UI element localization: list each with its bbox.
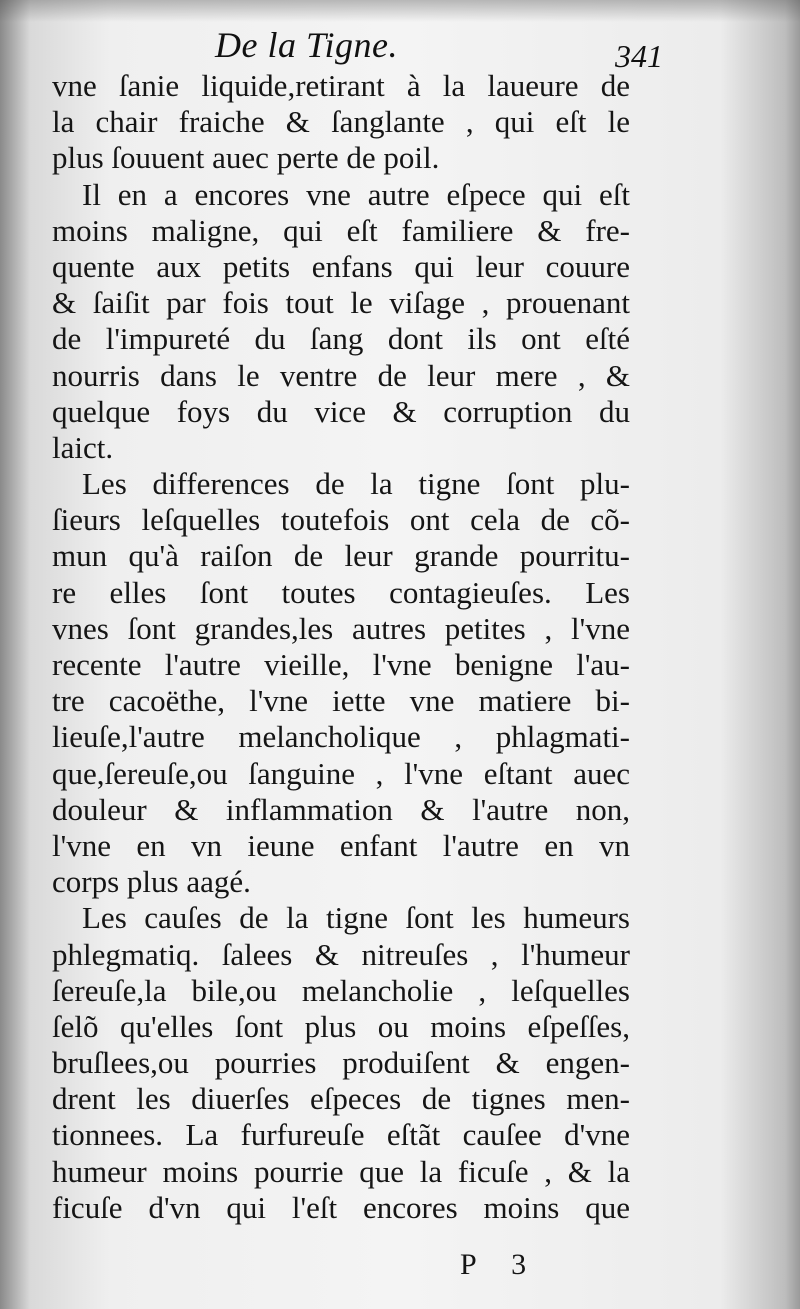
text-line: ſereuſe,la bile,ou melancholie , leſquelles — [52, 972, 630, 1008]
signature-mark: P 3 — [460, 1248, 541, 1281]
page-header — [55, 18, 663, 74]
text-line: corps plus aagé. — [52, 864, 251, 900]
text-line: ſelõ qu'elles ſont plus ou moins eſpeſſes, — [52, 1008, 630, 1044]
text-line: lieuſe,l'autre melancholique , phlagmati- — [52, 719, 630, 755]
text-line: vnes ſont grandes,les autres petites , l'vne — [52, 610, 630, 646]
text-line: plus ſouuent auec perte de poil. — [52, 140, 440, 176]
text-line: drent les diuerſes eſpeces de tignes men- — [52, 1081, 630, 1117]
page-footer — [460, 1248, 580, 1288]
text-line: recente l'autre vieille, l'vne benigne l'au- — [52, 647, 630, 682]
text-line: phlegmatiq. ſalees & nitreuſes , l'humeur — [52, 936, 630, 972]
text-line: la chair fraiche & ſanglante , qui eſt le — [52, 104, 630, 140]
text-line: quente aux petits enfans qui leur couure — [52, 248, 630, 284]
text-line: & ſaiſit par fois tout le viſage , prouenant — [52, 285, 630, 321]
text-line: quelque foys du vice & corruption du — [52, 393, 630, 429]
text-line: de l'impureté du ſang dont ils ont eſté — [52, 321, 630, 357]
text-line: mun qu'à raiſon de leur grande pourritu- — [52, 538, 630, 574]
text-line: tionnees. La furfureuſe eſtãt cauſee d'vne — [52, 1117, 630, 1153]
text-line: moins maligne, qui eſt familiere & fre- — [52, 212, 630, 248]
running-title: De la Tigne. — [215, 25, 398, 65]
text-line: ſieurs leſquelles toutefois ont cela de cõ- — [52, 502, 630, 538]
text-line: bruſlees,ou pourries produiſent & engen- — [52, 1045, 630, 1081]
text-line: vne ſanie liquide,retirant à la laueure de — [52, 68, 630, 103]
body-text — [52, 68, 630, 1226]
text-line: ficuſe d'vn qui l'eſt encores moins que — [52, 1189, 630, 1225]
page-number: 341 — [615, 38, 663, 74]
text-line: Il en a encores vne autre eſpece qui eſt — [82, 176, 630, 212]
text-line: laict. — [52, 429, 114, 465]
text-line: tre cacoëthe, l'vne iette vne matiere bi- — [52, 683, 630, 719]
text-line: que,ſereuſe,ou ſanguine , l'vne eſtant auec — [52, 755, 630, 791]
text-line: humeur moins pourrie que la ficuſe , & la — [52, 1153, 630, 1189]
text-line: Les cauſes de la tigne ſont les humeurs — [82, 900, 630, 936]
text-line: l'vne en vn ieune enfant l'autre en vn — [52, 827, 630, 863]
text-line: re elles ſont toutes contagieuſes. Les — [52, 574, 630, 610]
text-line: nourris dans le ventre de leur mere , & — [52, 357, 630, 393]
text-line: douleur & inflammation & l'autre non, — [52, 791, 630, 827]
text-line: Les differences de la tigne ſont plu- — [82, 466, 630, 502]
